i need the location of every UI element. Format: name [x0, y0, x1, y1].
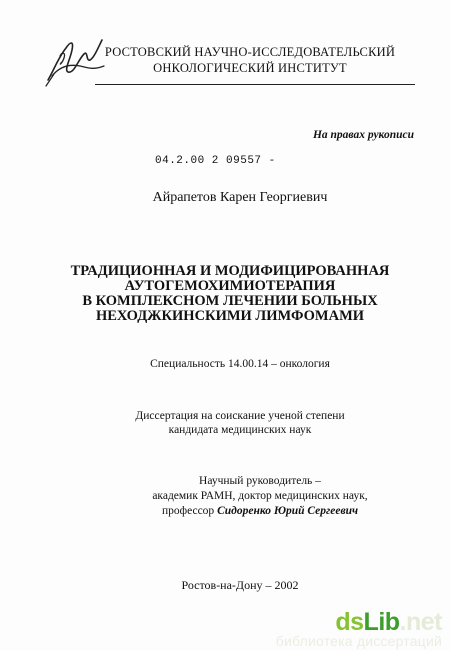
handwritten-signature — [40, 30, 108, 90]
supervisor-line-1: Научный руководитель – — [199, 475, 321, 487]
dslib-watermark — [267, 610, 442, 649]
degree-statement — [0, 409, 450, 437]
title-line-2: АУТОГЕМОХИМИОТЕРАПИЯ — [124, 278, 336, 294]
specialty-line: Специальность 14.00.14 – онкология — [150, 358, 330, 370]
institute-name-line-2: ОНКОЛОГИЧЕСКИЙ ИНСТИТУТ — [153, 61, 347, 75]
degree-line-1: Диссертация на соискание ученой степени — [135, 410, 345, 422]
title-line-4: НЕХОДЖКИНСКИМИ ЛИМФОМАМИ — [95, 308, 365, 324]
supervisor-name: Сидоренко Юрий Сергеевич — [217, 505, 359, 517]
logo-part-net: .net — [399, 608, 442, 636]
supervisor-line-3 — [130, 504, 390, 519]
logo-part-lib: Lib — [363, 608, 400, 636]
degree-line-2: кандидата медицинских наук — [168, 424, 312, 436]
logo-part-ds: ds — [335, 608, 364, 636]
title-line-3: В КОМПЛЕКСНОМ ЛЕЧЕНИИ БОЛЬНЫХ — [82, 293, 378, 309]
institute-name — [100, 44, 400, 76]
supervisor-title: профессор — [161, 505, 215, 517]
dissertation-title — [60, 264, 400, 324]
title-line-1: ТРАДИЦИОННАЯ И МОДИФИЦИРОВАННАЯ — [70, 263, 390, 279]
watermark-caption: библиотека диссертаций — [275, 633, 442, 649]
institute-name-line-1: РОСТОВСКИЙ НАУЧНО-ИССЛЕДОВАТЕЛЬСКИЙ — [104, 45, 396, 59]
scientific-supervisor — [130, 474, 390, 519]
library-code-stamp: 04.2.00 2 09557 - — [155, 155, 276, 167]
author-name: Айрапетов Карен Георгиевич — [152, 190, 328, 205]
city-year: Ростов-на-Дону – 2002 — [181, 578, 299, 592]
dslib-logo — [267, 610, 442, 634]
header-divider — [95, 84, 415, 85]
supervisor-line-2: академик РАМН, доктор медицинских наук, — [152, 490, 368, 502]
manuscript-rights-note: На правах рукописи — [312, 129, 414, 141]
